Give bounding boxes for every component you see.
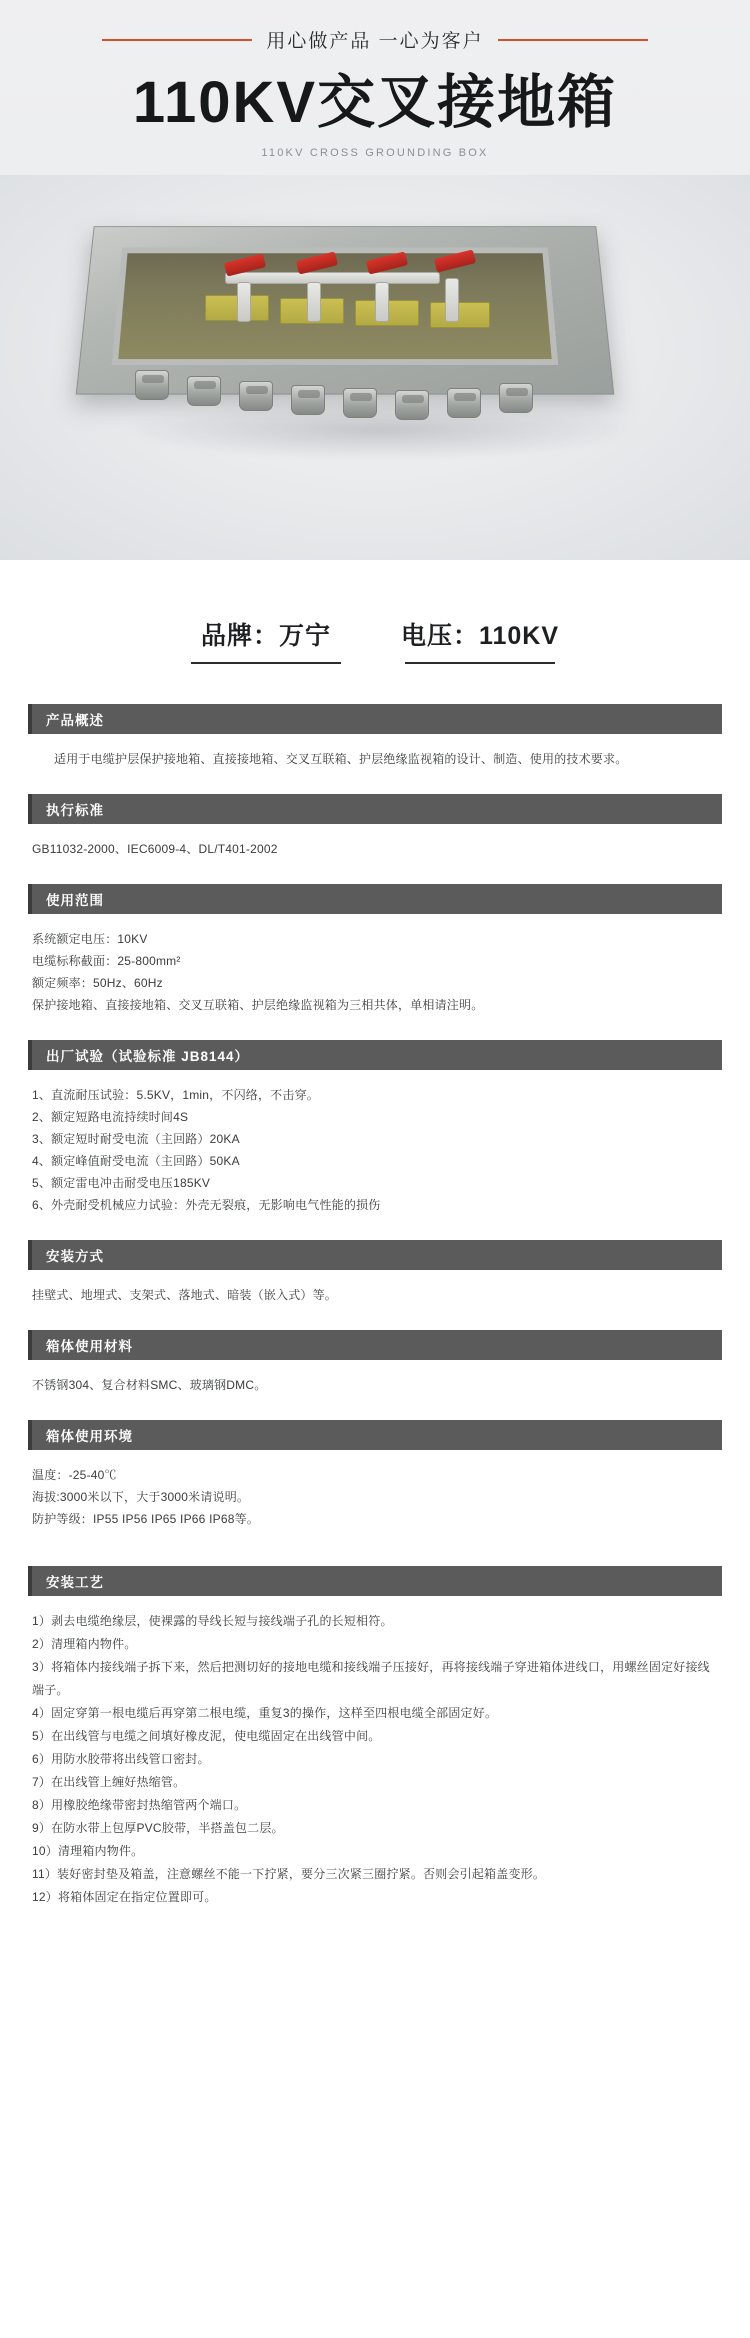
procedure-step: 1）剥去电缆绝缘层，使裸露的导线长短与接线端子孔的长短相符。 xyxy=(32,1614,393,1628)
spec-brand-label: 品牌：万宁 xyxy=(200,622,331,650)
spec-underline xyxy=(191,662,341,664)
procedure-step: 3）将箱体内接线端子拆下来，然后把测切好的接地电缆和接线端子压接好，再将接线端子穿进箱体进线口，用螺丝固定好接线端子。 xyxy=(32,1660,710,1697)
section-header xyxy=(28,1240,722,1270)
section-line: 系统额定电压：10KV xyxy=(32,932,148,946)
grounding-box-illustration xyxy=(75,220,615,420)
procedure-step: 4）固定穿第一根电缆后再穿第二根电缆，重复3的操作，这样至四根电缆全部固定好。 xyxy=(32,1706,498,1720)
section-line: 2、额定短路电流持续时间4S xyxy=(32,1110,189,1124)
spec-voltage-label: 电压：110KV xyxy=(400,622,560,650)
section-header xyxy=(28,1040,722,1070)
section-line: 保护接地箱、直接接地箱、交叉互联箱、护层绝缘监视箱为三相共体，单相请注明。 xyxy=(32,998,484,1012)
section-overview xyxy=(28,704,722,772)
section-factory-test xyxy=(28,1040,722,1218)
section-title: 安装工艺 xyxy=(46,1575,104,1590)
busbar xyxy=(225,272,440,284)
cable-gland xyxy=(395,390,429,420)
section-body xyxy=(28,1270,722,1308)
procedure-step: 9）在防水带上包厚PVC胶带，半搭盖包二层。 xyxy=(32,1821,284,1835)
cable-gland xyxy=(447,388,481,418)
section-line: GB11032-2000、IEC6009-4、DL/T401-2002 xyxy=(32,842,278,856)
section-scope xyxy=(28,884,722,1018)
section-line: 1、直流耐压试验：5.5KV，1min，不闪络，不击穿。 xyxy=(32,1088,319,1102)
section-standards xyxy=(28,794,722,862)
section-title: 使用范围 xyxy=(46,893,104,908)
insulator-plate xyxy=(430,302,490,328)
procedure-step: 5）在出线管与电缆之间填好橡皮泥，使电缆固定在出线管中间。 xyxy=(32,1729,381,1743)
section-body xyxy=(28,824,722,862)
page-subtitle: 110KV CROSS GROUNDING BOX xyxy=(261,146,489,159)
procedure-step: 2）清理箱内物件。 xyxy=(32,1637,137,1651)
section-title: 箱体使用材料 xyxy=(46,1339,133,1354)
cable-gland xyxy=(187,376,221,406)
cable-gland xyxy=(291,385,325,415)
cable-gland xyxy=(343,388,377,418)
section-header xyxy=(28,1420,722,1450)
spec-underline xyxy=(405,662,555,664)
cable-gland xyxy=(135,370,169,400)
busbar-drop xyxy=(237,282,251,322)
procedure-step: 11）装好密封垫及箱盖，注意螺丝不能一下拧紧，要分三次紧三圈拧紧。否则会引起箱盖变形。 xyxy=(32,1867,546,1881)
slogan-row xyxy=(0,26,750,53)
procedure-step: 8）用橡胶绝缘带密封热缩管两个端口。 xyxy=(32,1798,247,1812)
section-title: 产品概述 xyxy=(46,713,104,728)
procedure-step: 10）清理箱内物件。 xyxy=(32,1844,144,1858)
slogan-rule-right xyxy=(498,39,648,41)
section-mounting xyxy=(28,1240,722,1308)
section-header xyxy=(28,1566,722,1596)
spec-summary-row xyxy=(0,560,750,704)
section-line: 3、额定短时耐受电流（主回路）20KA xyxy=(32,1132,240,1146)
section-materials xyxy=(28,1330,722,1398)
section-line: 海拔:3000米以下，大于3000米请说明。 xyxy=(32,1490,250,1504)
section-line: 防护等级：IP55 IP56 IP65 IP66 IP68等。 xyxy=(32,1512,259,1526)
section-environment xyxy=(28,1420,722,1532)
spec-brand xyxy=(191,616,341,664)
section-line: 6、外壳耐受机械应力试验：外壳无裂痕，无影响电气性能的损伤 xyxy=(32,1198,381,1212)
section-title: 安装方式 xyxy=(46,1249,104,1264)
section-body xyxy=(28,1596,722,1911)
spec-voltage xyxy=(401,616,559,664)
section-body xyxy=(28,734,722,772)
section-header xyxy=(28,1330,722,1360)
section-header xyxy=(28,884,722,914)
section-line: 4、额定峰值耐受电流（主回路）50KA xyxy=(32,1154,240,1168)
section-line: 温度：-25-40℃ xyxy=(32,1468,117,1482)
section-body xyxy=(28,914,722,1018)
busbar-drop xyxy=(445,278,459,322)
section-body xyxy=(28,1070,722,1218)
slogan-text: 用心做产品 一心为客户 xyxy=(266,31,484,52)
section-title: 出厂试验（试验标准 JB8144） xyxy=(46,1049,250,1064)
section-line: 挂壁式、地埋式、支架式、落地式、暗装（嵌入式）等。 xyxy=(32,1288,338,1302)
busbar-drop xyxy=(375,282,389,322)
cable-gland xyxy=(499,383,533,413)
content-sections xyxy=(0,704,750,1973)
busbar-drop xyxy=(307,282,321,322)
procedure-step: 12）将箱体固定在指定位置即可。 xyxy=(32,1890,217,1904)
section-line: 电缆标称截面：25-800mm² xyxy=(32,954,181,968)
slogan-rule-left xyxy=(102,39,252,41)
hero-banner xyxy=(0,0,750,560)
section-body xyxy=(28,1360,722,1398)
hero-text-block xyxy=(0,0,750,159)
section-body xyxy=(28,1450,722,1532)
page-title: 110KV交叉接地箱 xyxy=(132,70,618,135)
procedure-step: 6）用防水胶带将出线管口密封。 xyxy=(32,1752,210,1766)
section-title: 执行标准 xyxy=(46,803,104,818)
section-line: 不锈钢304、复合材料SMC、玻璃钢DMC。 xyxy=(32,1378,267,1392)
section-line: 额定频率：50Hz、60Hz xyxy=(32,976,163,990)
section-line: 适用于电缆护层保护接地箱、直接接地箱、交叉互联箱、护层绝缘监视箱的设计、制造、使用的技术要求。 xyxy=(54,752,628,766)
product-photo xyxy=(0,175,750,560)
section-header xyxy=(28,704,722,734)
procedure-step: 7）在出线管上缠好热缩管。 xyxy=(32,1775,186,1789)
cable-gland xyxy=(239,381,273,411)
section-title: 箱体使用环境 xyxy=(46,1429,133,1444)
section-procedure xyxy=(28,1566,722,1911)
section-line: 5、额定雷电冲击耐受电压185KV xyxy=(32,1176,211,1190)
section-header xyxy=(28,794,722,824)
